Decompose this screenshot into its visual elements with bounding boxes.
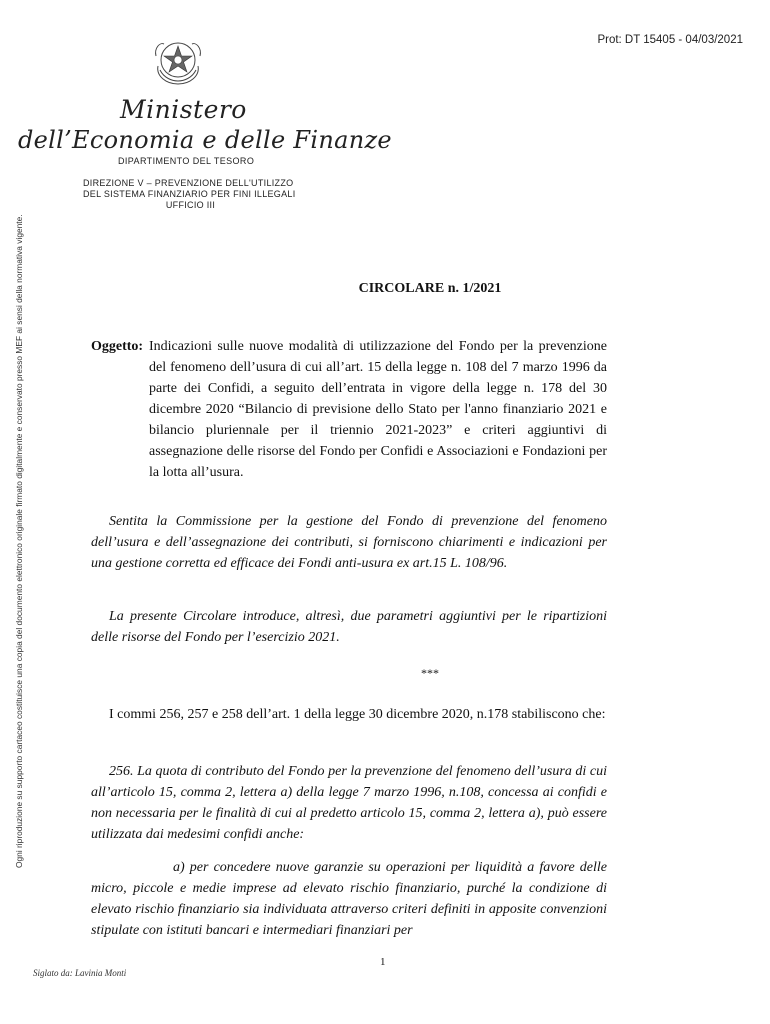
- department-name: DIPARTIMENTO DEL TESORO: [118, 156, 255, 166]
- ministry-name-line1: Ministero: [120, 95, 247, 124]
- signed-by: Siglato da: Lavinia Monti: [33, 968, 127, 978]
- direction-block: [83, 178, 298, 211]
- direction-line: DEL SISTEMA FINANZIARIO PER FINI ILLEGALI: [83, 189, 296, 199]
- subject-text: Indicazioni sulle nuove modalità di utilizzazione del Fondo per la prevenzione del fenomeno dell’usura di cui all’art. 15 della legge n. 108 del 7 marzo 1996 da parte dei Confidi, a seguito dell’entrata in vigore della legge n. 178 del 30 dicembre 2020 “Bilancio di previsione dello Stato per l'anno finanziario 2021 e bilancio pluriennale per il triennio 2021-2023” e criteri aggiuntivi di assegnazione delle risorse del Fondo per Confidi e Associazioni e Fondazioni per la lotta all’usura.: [149, 339, 607, 480]
- side-legal-note: Ogni riproduzione su supporto cartaceo costituisce una copia del documento elettronico originale firmato digitalmente e conservato presso MEF ai sensi della normativa vigente.: [14, 214, 24, 868]
- subject-label: Oggetto:: [91, 339, 144, 354]
- document-title: CIRCOLARE n. 1/2021: [358, 281, 502, 296]
- page-number: 1: [380, 956, 386, 968]
- paragraph-commi: I commi 256, 257 e 258 dell’art. 1 della legge 30 dicembre 2020, n.178 stabiliscono che:: [109, 707, 606, 722]
- section-separator: ***: [421, 666, 439, 680]
- subject-block: [91, 336, 607, 483]
- paragraph-parameters: La presente Circolare introduce, altresì, due parametri aggiuntivi per le ripartizioni delle risorse del Fondo per l’esercizio 2021.: [91, 609, 607, 645]
- paragraph-commission: Sentita la Commissione per la gestione del Fondo di prevenzione del fenomeno dell’usura e dell’assegnazione dei contributi, si forniscono chiarimenti e indicazioni per una gestione corretta ed efficace dei Fondi anti-usura ex art.15 L. 108/96.: [91, 514, 607, 571]
- direction-line: DIREZIONE V – PREVENZIONE DELL'UTILIZZO: [83, 178, 294, 188]
- protocol-number: Prot: DT 15405 - 04/03/2021: [597, 34, 743, 46]
- paragraph-256: 256. La quota di contributo del Fondo per la prevenzione del fenomeno dell’usura di cui all’articolo 15, comma 2, lettera a) della legge 7 marzo 1996, n.108, concessa ai confidi e non necessaria per le finalità di cui al predetto articolo 15, comma 2, lettera a), può essere utilizzata dai medesimi confidi anche:: [91, 764, 607, 842]
- paragraph-256-a: a) per concedere nuove garanzie su operazioni per liquidità a favore delle micro, piccole e medie imprese ad elevato rischio finanziario, purché la condizione di elevato rischio finanziario sia individuata attraverso criteri definiti in apposite convenzioni stipulate con istituti bancari e intermediari finanziari per: [91, 860, 607, 938]
- direction-line: UFFICIO III: [165, 200, 216, 210]
- italian-emblem-icon: [150, 36, 206, 88]
- ministry-name-line2: dell’Economia e delle Finanze: [18, 126, 392, 154]
